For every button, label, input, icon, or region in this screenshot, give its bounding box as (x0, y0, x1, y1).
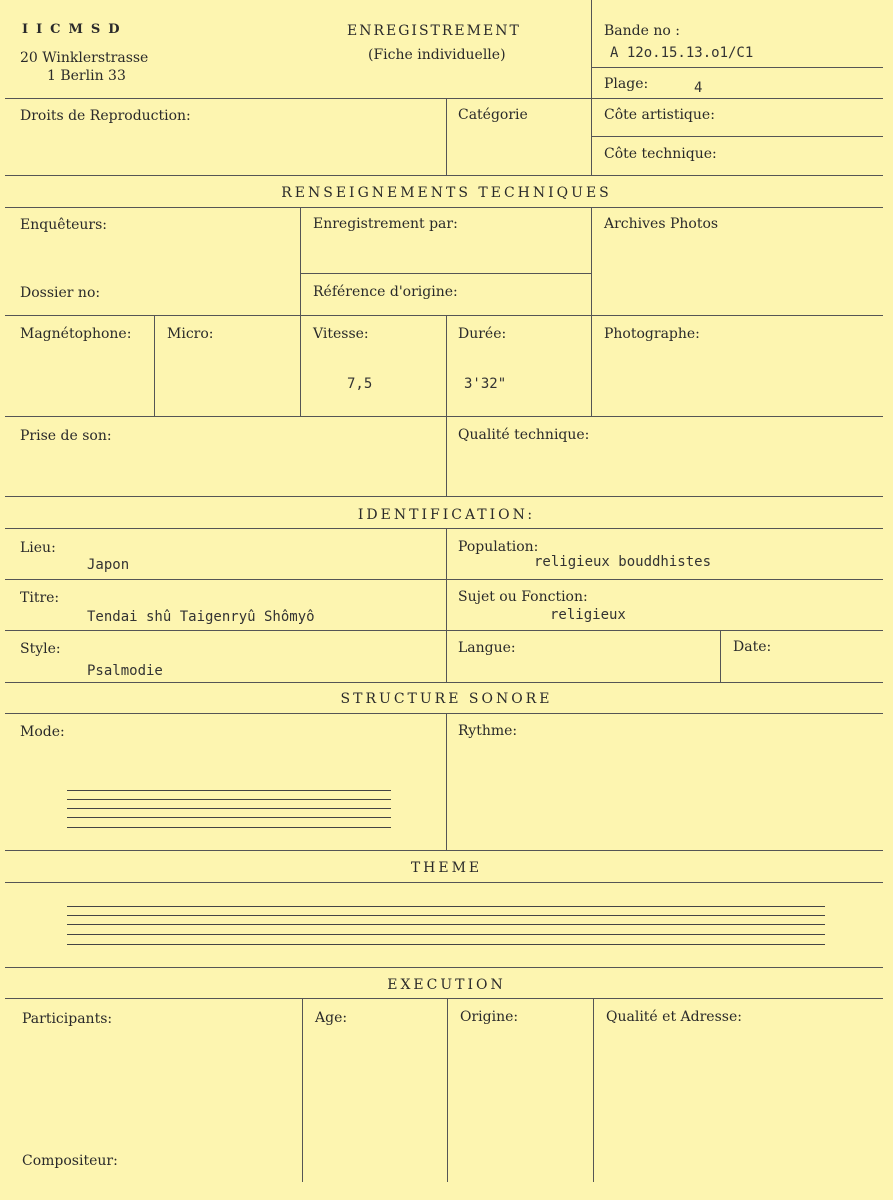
cote-technique-label: Côte technique: (604, 146, 717, 162)
form-subtitle: (Fiche individuelle) (368, 47, 506, 63)
divider (5, 528, 883, 529)
enqueteurs-label: Enquêteurs: (20, 217, 108, 233)
enregistrement-par-label: Enregistrement par: (313, 216, 458, 232)
origine-label: Origine: (460, 1009, 519, 1025)
categorie-label: Catégorie (458, 107, 528, 123)
bande-label: Bande no : (604, 23, 680, 39)
photographe-label: Photographe: (604, 326, 700, 342)
style-label: Style: (20, 641, 61, 657)
compositeur-label: Compositeur: (22, 1153, 118, 1169)
style-value: Psalmodie (87, 663, 163, 679)
divider (446, 315, 447, 496)
qualite-adresse-label: Qualité et Adresse: (606, 1009, 742, 1025)
sujet-value: religieux (550, 607, 626, 623)
plage-value: 4 (694, 80, 703, 96)
divider (5, 98, 883, 99)
population-label: Population: (458, 539, 539, 555)
age-label: Age: (315, 1010, 348, 1026)
vitesse-value: 7,5 (347, 376, 373, 392)
divider (5, 207, 883, 208)
divider (446, 528, 447, 682)
plage-label: Plage: (604, 76, 649, 92)
qualite-technique-label: Qualité technique: (458, 427, 590, 443)
divider (591, 207, 592, 416)
divider (5, 315, 883, 316)
divider (5, 967, 883, 968)
address-line-1: 20 Winklerstrasse (20, 50, 149, 66)
address-line-2: 1 Berlin 33 (47, 68, 126, 84)
divider (593, 998, 594, 1182)
divider (5, 998, 883, 999)
magnetophone-label: Magnétophone: (20, 326, 132, 342)
reference-label: Référence d'origine: (313, 284, 458, 300)
divider (5, 175, 883, 176)
section-title-technique: RENSEIGNEMENTS TECHNIQUES (281, 185, 612, 201)
sujet-label: Sujet ou Fonction: (458, 589, 588, 605)
archives-photos-label: Archives Photos (604, 216, 719, 232)
divider (591, 67, 883, 68)
divider (591, 0, 592, 175)
section-title-structure: STRUCTURE SONORE (340, 691, 553, 707)
lieu-value: Japon (87, 557, 130, 573)
divider (5, 850, 883, 851)
divider (5, 882, 883, 883)
section-title-execution: EXECUTION (387, 977, 506, 993)
lieu-label: Lieu: (20, 540, 56, 556)
form-title: ENREGISTREMENT (347, 23, 521, 39)
divider (446, 98, 447, 175)
participants-label: Participants: (22, 1011, 113, 1027)
titre-label: Titre: (20, 590, 60, 606)
divider (5, 416, 883, 417)
date-label: Date: (733, 639, 772, 655)
divider (154, 315, 155, 416)
divider (5, 496, 883, 497)
population-value: religieux bouddhistes (534, 554, 712, 570)
divider (5, 630, 883, 631)
vitesse-label: Vitesse: (313, 326, 369, 342)
duree-value: 3'32" (464, 376, 507, 392)
duree-label: Durée: (458, 326, 507, 342)
institute-logo: IICMSD (22, 22, 128, 37)
bande-value: A 12o.15.13.o1/C1 (610, 45, 754, 61)
divider (447, 998, 448, 1182)
rythme-label: Rythme: (458, 723, 518, 739)
prise-de-son-label: Prise de son: (20, 428, 112, 444)
titre-value: Tendai shû Taigenryû Shômyô (87, 609, 315, 625)
divider (5, 682, 883, 683)
divider (300, 207, 301, 416)
section-title-theme: THEME (410, 860, 483, 876)
divider (720, 630, 721, 682)
divider (300, 273, 591, 274)
langue-label: Langue: (458, 640, 516, 656)
droits-label: Droits de Reproduction: (20, 108, 191, 124)
divider (302, 998, 303, 1182)
cote-artistique-label: Côte artistique: (604, 107, 715, 123)
section-title-identification: IDENTIFICATION: (357, 507, 536, 523)
mode-label: Mode: (20, 724, 65, 740)
divider (591, 136, 883, 137)
divider (5, 579, 883, 580)
divider (5, 713, 883, 714)
divider (446, 713, 447, 850)
micro-label: Micro: (167, 326, 214, 342)
dossier-label: Dossier no: (20, 285, 101, 301)
